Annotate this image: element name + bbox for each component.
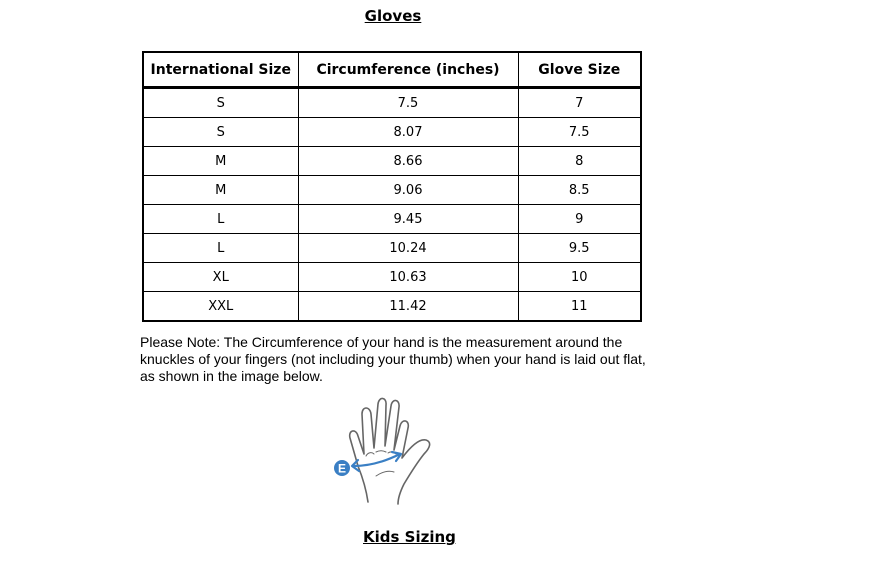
- cell-international-size: XXL: [143, 292, 298, 322]
- marker-label: E: [337, 461, 347, 476]
- table-header-row: [143, 52, 641, 88]
- cell-international-size: S: [143, 88, 298, 118]
- table-row: [143, 292, 641, 322]
- cell-international-size: M: [143, 176, 298, 205]
- cell-international-size: L: [143, 234, 298, 263]
- cell-international-size: M: [143, 147, 298, 176]
- cell-circumference: 10.24: [298, 234, 518, 263]
- glove-size-table: [142, 51, 642, 322]
- cell-glove-size: 11: [518, 292, 641, 322]
- cell-glove-size: 7.5: [518, 118, 641, 147]
- cell-circumference: 8.07: [298, 118, 518, 147]
- cell-international-size: L: [143, 205, 298, 234]
- table-row: [143, 147, 641, 176]
- cell-glove-size: 10: [518, 263, 641, 292]
- table-row: [143, 176, 641, 205]
- measurement-note: Please Note: The Circumference of your hand is the measurement around the knuckles of your fingers (not including your thumb) when your hand is laid out flat, as shown in the image below.: [140, 334, 646, 384]
- cell-circumference: 10.63: [298, 263, 518, 292]
- header-international-size: International Size: [143, 52, 298, 88]
- cell-glove-size: 9: [518, 205, 641, 234]
- kids-sizing-heading: Kids Sizing: [363, 528, 456, 546]
- cell-international-size: XL: [143, 263, 298, 292]
- page-title: Gloves: [364, 7, 422, 25]
- header-circumference: Circumference (inches): [298, 52, 518, 88]
- cell-glove-size: 9.5: [518, 234, 641, 263]
- cell-international-size: S: [143, 118, 298, 147]
- cell-glove-size: 8: [518, 147, 641, 176]
- cell-circumference: 7.5: [298, 88, 518, 118]
- table-row: [143, 234, 641, 263]
- cell-glove-size: 7: [518, 88, 641, 118]
- cell-circumference: 8.66: [298, 147, 518, 176]
- hand-measurement-icon: [328, 396, 446, 508]
- table-row: [143, 118, 641, 147]
- cell-circumference: 9.45: [298, 205, 518, 234]
- table-row: [143, 205, 641, 234]
- table-row: [143, 263, 641, 292]
- cell-circumference: 11.42: [298, 292, 518, 322]
- cell-glove-size: 8.5: [518, 176, 641, 205]
- header-glove-size: Glove Size: [518, 52, 641, 88]
- cell-circumference: 9.06: [298, 176, 518, 205]
- table-row: [143, 88, 641, 118]
